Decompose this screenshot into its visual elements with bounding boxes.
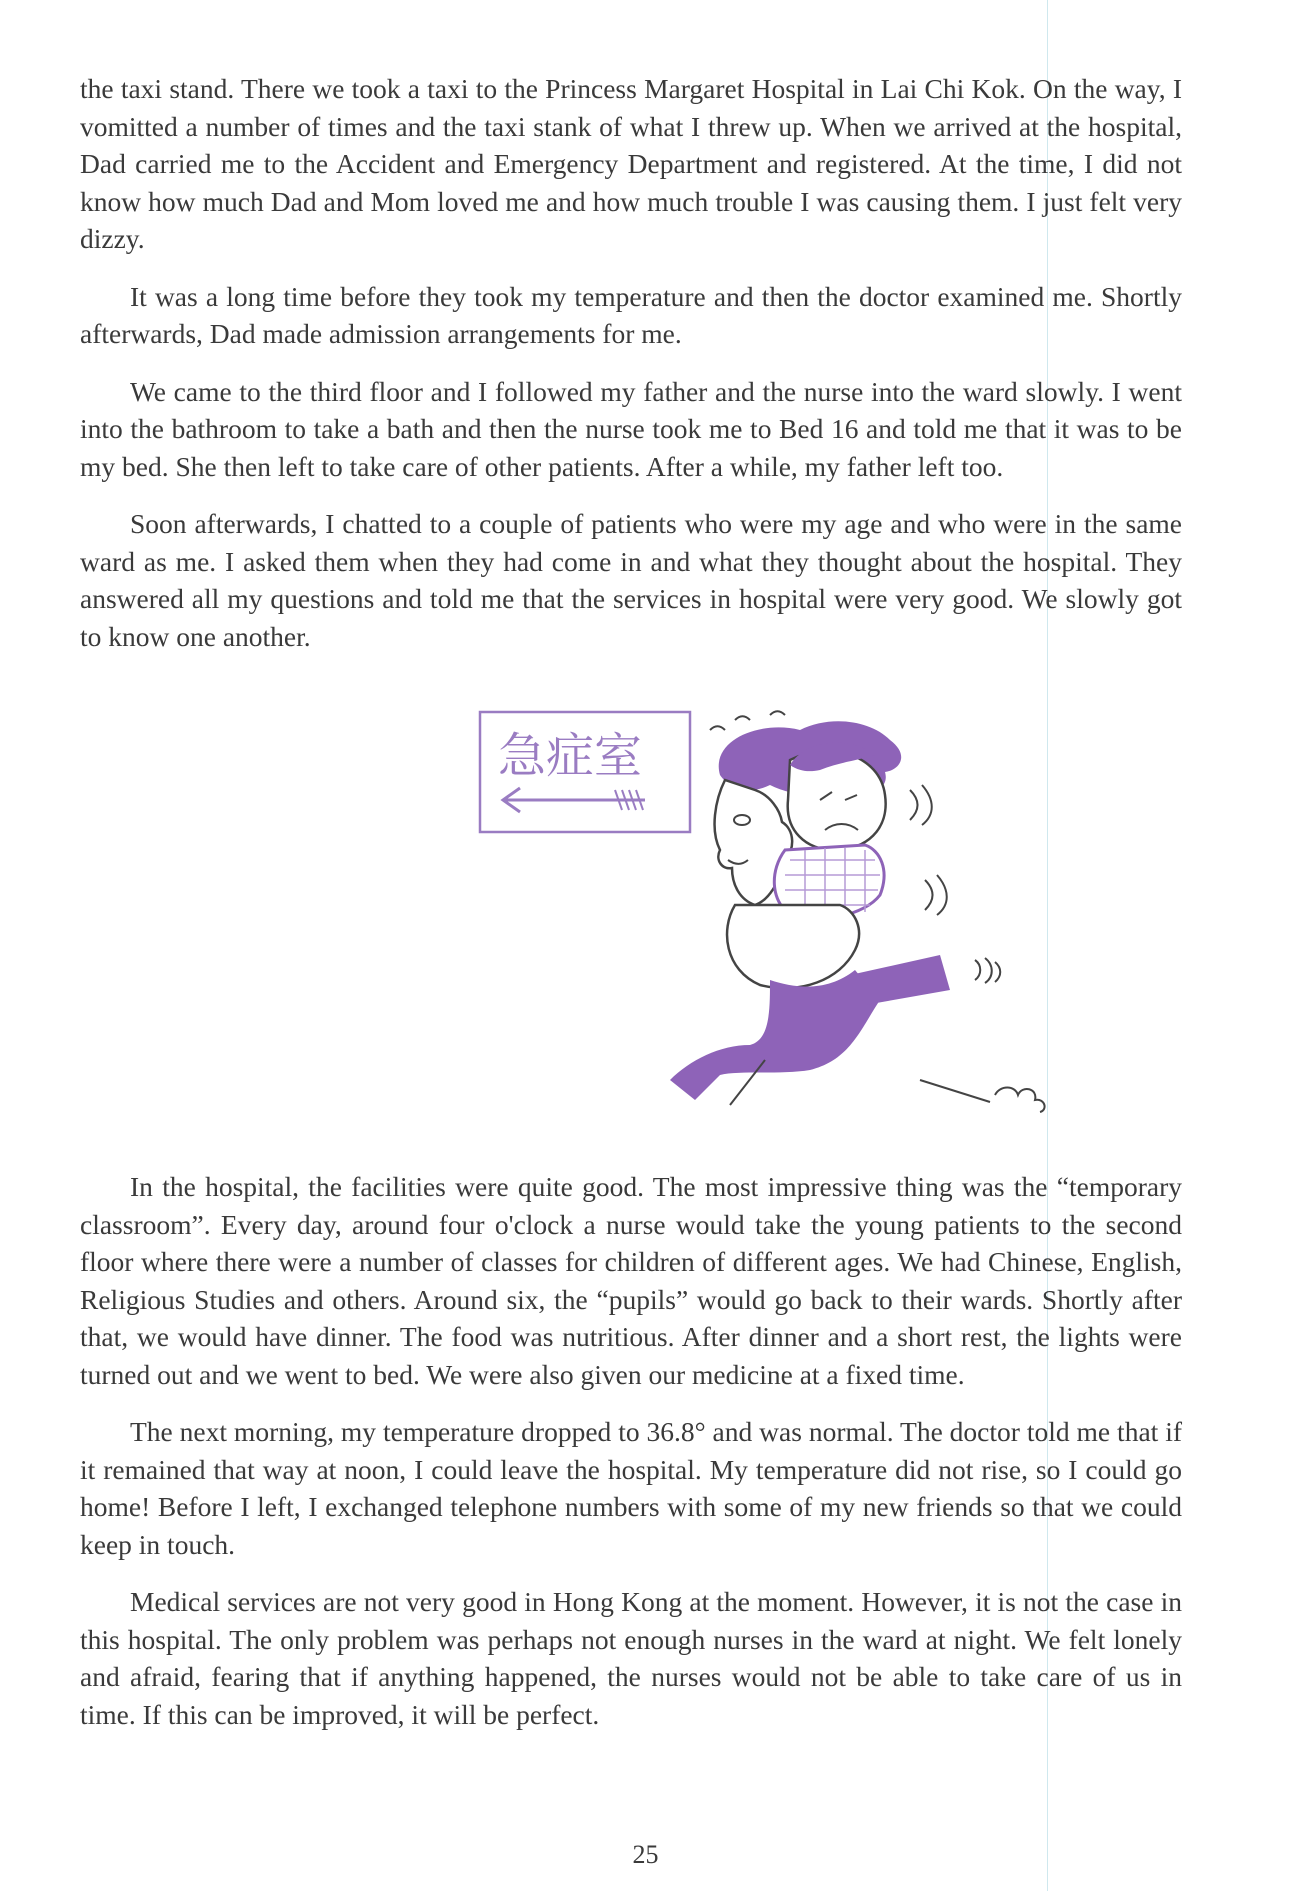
page-number: 25 bbox=[632, 1840, 659, 1869]
text-block-top bbox=[80, 70, 1182, 655]
father-back-leg bbox=[850, 955, 950, 1005]
paragraph-6: The next morning, my temperature dropped to 36.8° and was normal. The doctor told me that if it remained that way at noon, I could leave the hospital. My temperature did not rise, so I could go home! Before I left, I exchanged telephone numbers with some of my new friends so that we could keep in touch. bbox=[80, 1416, 1182, 1560]
paragraph-4: Soon afterwards, I chatted to a couple of patients who were my age and who were in the same ward as me. I asked them when they had come in and what they thought about the hospital. They answered all my questions and told me that the services in hospital were very good. We slowly got to know one another. bbox=[80, 508, 1182, 652]
paragraph-1: the taxi stand. There we took a taxi to the Princess Margaret Hospital in Lai Chi Kok. On the way, I vomitted a number of times and the taxi stank of what I threw up. When we arrived at the hospital, Dad carried me to the Accident and Emergency Department and registered. At the time, I did not know how much Dad and Mom loved me and how much trouble I was causing them. I just felt very dizzy. bbox=[80, 73, 1182, 254]
father-carrying-child-drawing bbox=[670, 711, 1045, 1112]
father-trousers bbox=[670, 970, 880, 1100]
emergency-room-sign bbox=[480, 712, 690, 832]
illustration-svg bbox=[470, 700, 1170, 1150]
paragraph-2: It was a long time before they took my temperature and then the doctor examined me. Shortly afterwards, Dad made admission arrangements for me. bbox=[80, 280, 1182, 349]
text-block-bottom bbox=[80, 1168, 1182, 1733]
sign-text: 急症室 bbox=[498, 728, 643, 784]
father-torso bbox=[727, 905, 859, 988]
paragraph-5: In the hospital, the facilities were quite good. The most impressive thing was the “temporary classroom”. Every day, around four o'clock a nurse would take the young patients to the second floor where there were a number of classes for children of different ages. We had Chinese, English, Religious Studies and others. Around six, the “pupils” would go back to their wards. Shortly after that, we would have dinner. The food was nutritious. After dinner and a short rest, the lights were turned out and we went to bed. We were also given our medicine at a fixed time. bbox=[80, 1171, 1182, 1390]
illustration-running-father bbox=[470, 700, 1170, 1150]
paragraph-7: Medical services are not very good in Hong Kong at the moment. However, it is not the case in this hospital. The only problem was perhaps not enough nurses in the ward at night. We felt lonely and afraid, fearing that if anything happened, the nurses would not be able to take care of us in time. If this can be improved, it will be perfect. bbox=[80, 1586, 1182, 1730]
paragraph-3: We came to the third floor and I followed my father and the nurse into the ward slowly. I went into the bathroom to take a bath and then the nurse took me to Bed 16 and told me that it was to be my bed. She then left to take care of other patients. After a while, my father left too. bbox=[80, 375, 1182, 482]
